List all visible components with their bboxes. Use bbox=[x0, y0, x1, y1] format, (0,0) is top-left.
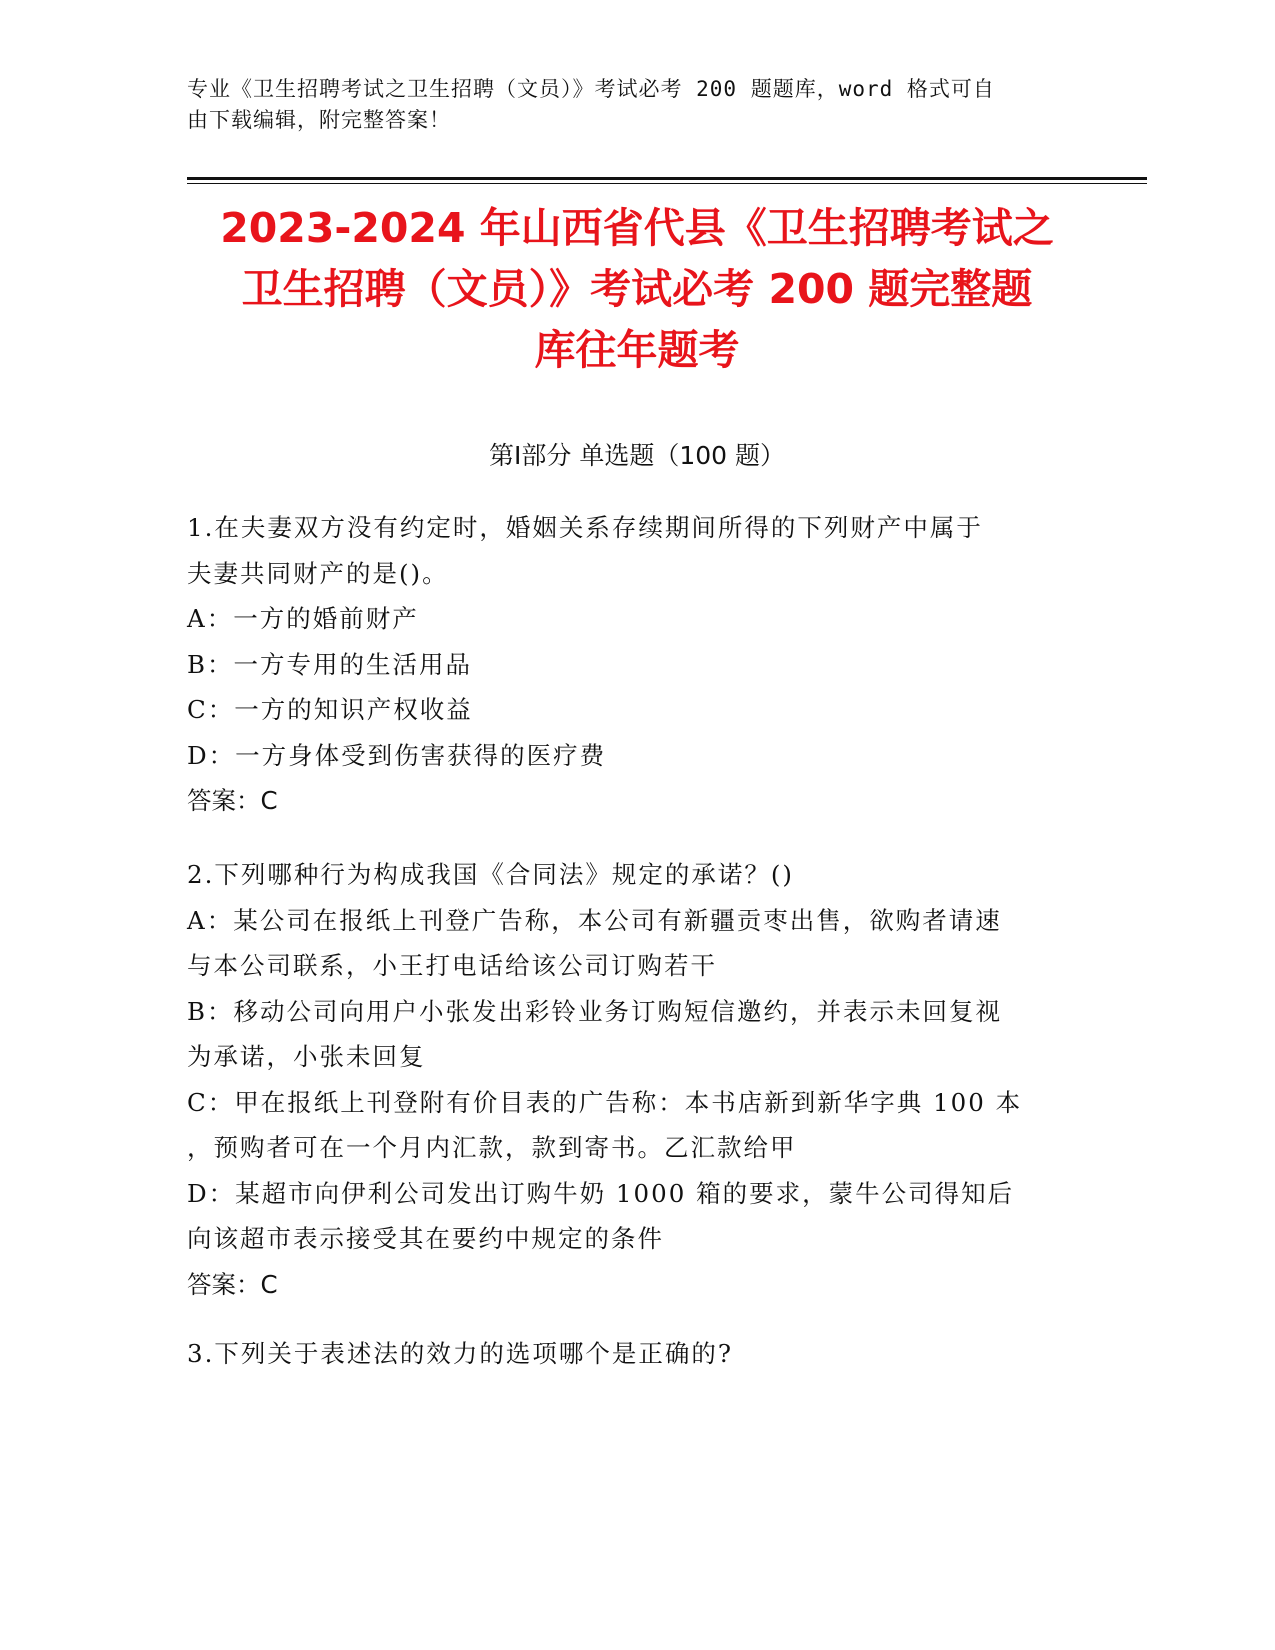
header-note-line: 专业《卫生招聘考试之卫生招聘（文员）》考试必考 200 题题库，word 格式可自 bbox=[187, 77, 995, 101]
option-d: D：某超市向伊利公司发出订购牛奶 1000 箱的要求，蒙牛公司得知后 bbox=[187, 1178, 1015, 1208]
option-a: A：某公司在报纸上刊登广告称，本公司有新疆贡枣出售，欲购者请速 bbox=[187, 905, 1002, 935]
question-stem-line: 2.下列哪种行为构成我国《合同法》规定的承诺？() bbox=[187, 860, 794, 889]
option-a: A：一方的婚前财产 bbox=[187, 604, 419, 633]
question-2 bbox=[187, 852, 1067, 1307]
question-1 bbox=[187, 505, 1067, 824]
option-d-continued: 向该超市表示接受其在要约中规定的条件 bbox=[187, 1224, 664, 1253]
header-note-line: 由下载编辑，附完整答案！ bbox=[187, 108, 451, 132]
question-stem-line: 3.下列关于表述法的效力的选项哪个是正确的? bbox=[187, 1339, 734, 1368]
answer: 答案：C bbox=[187, 1269, 278, 1299]
answer: 答案：C bbox=[187, 786, 278, 815]
question-stem-line: 夫妻共同财产的是()。 bbox=[187, 558, 449, 588]
option-c: C：一方的知识产权收益 bbox=[187, 695, 473, 724]
document-title bbox=[187, 198, 1087, 381]
section-title: 第Ⅰ部分 单选题（100 题） bbox=[489, 441, 785, 470]
header-divider-thick bbox=[187, 177, 1147, 180]
question-3 bbox=[187, 1331, 1067, 1377]
option-c: C：甲在报纸上刊登附有价目表的广告称：本书店新到新华字典 100 本 bbox=[187, 1087, 1023, 1117]
option-b: B：移动公司向用户小张发出彩铃业务订购短信邀约，并表示未回复视 bbox=[187, 996, 1003, 1026]
option-b: B：一方专用的生活用品 bbox=[187, 649, 473, 679]
option-b-continued: 为承诺，小张未回复 bbox=[187, 1042, 426, 1071]
option-d: D：一方身体受到伤害获得的医疗费 bbox=[187, 740, 607, 770]
question-stem-line: 1.在夫妻双方没有约定时，婚姻关系存续期间所得的下列财产中属于 bbox=[187, 513, 983, 542]
header-note bbox=[187, 74, 1067, 136]
title-line: 库往年题考 bbox=[534, 326, 740, 374]
header-divider-thin bbox=[187, 183, 1147, 184]
title-line: 2023-2024 年山西省代县《卫生招聘考试之 bbox=[220, 204, 1054, 252]
option-c-continued: ，预购者可在一个月内汇款，款到寄书。乙汇款给甲 bbox=[187, 1133, 797, 1162]
option-a-continued: 与本公司联系，小王打电话给该公司订购若干 bbox=[187, 951, 717, 980]
title-line: 卫生招聘（文员）》考试必考 200 题完整题 bbox=[241, 265, 1033, 313]
